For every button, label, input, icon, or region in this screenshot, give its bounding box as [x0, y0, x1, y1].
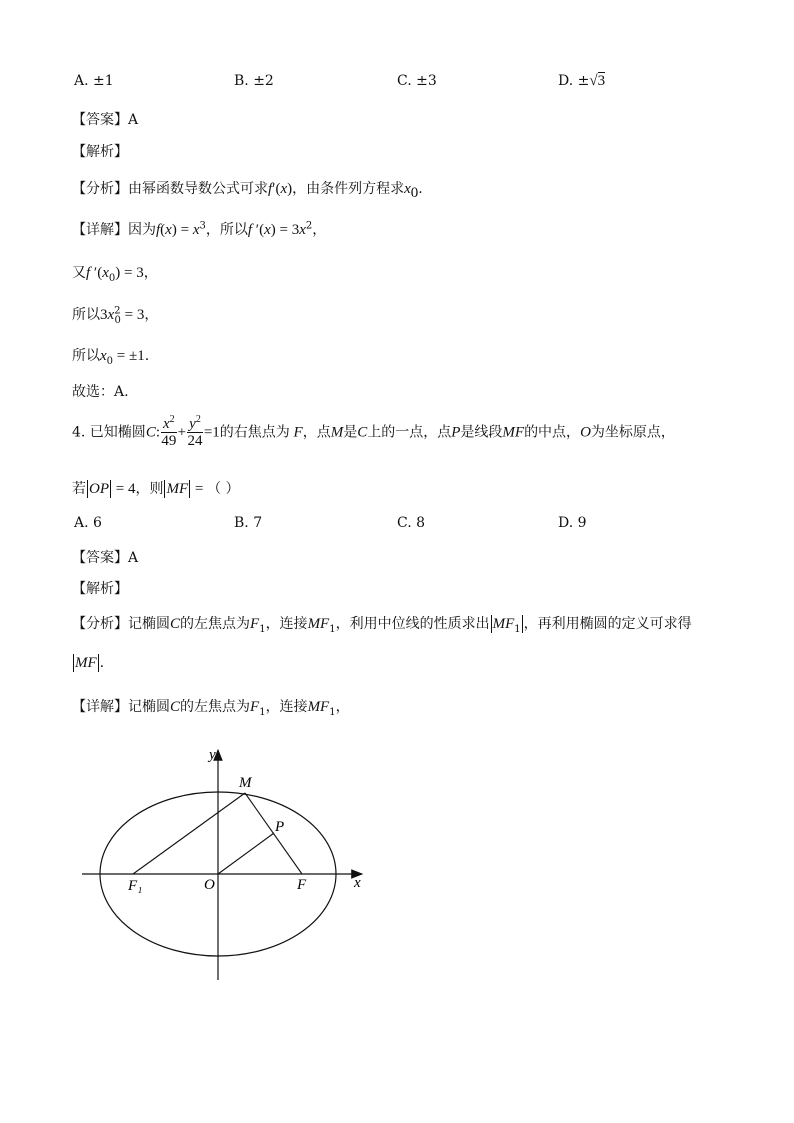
q3-line-suoyi2: 所以$x_0 = \pm 1$. — [72, 348, 150, 367]
q3-answer: 【答案】A — [72, 112, 139, 128]
q4-analysis-label: 【解析】 — [72, 581, 128, 597]
q3-line-you: 又f $'(x_0) = 3$， — [72, 265, 158, 284]
label-f1: F₁ — [128, 878, 143, 894]
q3-fenxi: 【分析】由幂函数导数公式可求f′(x)，由条件列方程求$x_0$. — [72, 181, 423, 201]
label-o: O — [204, 877, 215, 893]
q3-option-b: B. ±2 — [234, 73, 274, 89]
q4-fenxi-line2: MF . — [75, 655, 105, 671]
q4-option-d: D. 9 — [558, 515, 587, 531]
q3-conclusion: 故选：A. — [72, 384, 129, 400]
label-m: M — [239, 775, 252, 791]
q4-option-c: C. 8 — [397, 515, 426, 531]
q4-stem: 4. 已知椭圆C: $\frac{x^2}{49}$ + $\frac{y^2}{24}$ =1的右焦点为 F，点M是C上的一点，点P是线段MF的中点，O为坐标原点， — [72, 414, 675, 449]
q4-detail: 【详解】记椭圆C的左焦点为$F_1$，连接$MF_1$， — [72, 699, 350, 718]
q4-fenxi: 【分析】记椭圆C的左焦点为$F_1$，连接$MF_1$，利用中位线的性质求出 $MF_1$ ，再利用椭圆的定义可求得 — [72, 616, 692, 635]
segment-f1-m — [133, 793, 245, 874]
label-f: F — [297, 877, 307, 893]
q3-detail: 【详解】因为$f(x) = x^3$，所以f $'(x) = 3x^2$， — [72, 220, 327, 238]
q3-option-d: D. ±√3 — [558, 73, 606, 89]
ellipse-figure — [78, 742, 378, 987]
segment-o-p — [218, 833, 274, 874]
q4-option-b: B. 7 — [234, 515, 263, 531]
q4-option-a: A. 6 — [74, 515, 102, 531]
q4-stem-line2: 若 OP = 4，则 MF = （ ） — [72, 481, 240, 497]
q4-answer: 【答案】A — [72, 550, 139, 566]
label-y: y — [209, 747, 216, 763]
label-x: x — [354, 875, 361, 891]
q3-option-a: A. ±1 — [74, 73, 114, 89]
q3-option-c: C. ±3 — [397, 73, 437, 89]
q3-line-suoyi: 所以$3x^2_0 = 3$， — [72, 305, 159, 326]
q3-analysis-label: 【解析】 — [72, 144, 128, 160]
label-p: P — [275, 819, 285, 835]
